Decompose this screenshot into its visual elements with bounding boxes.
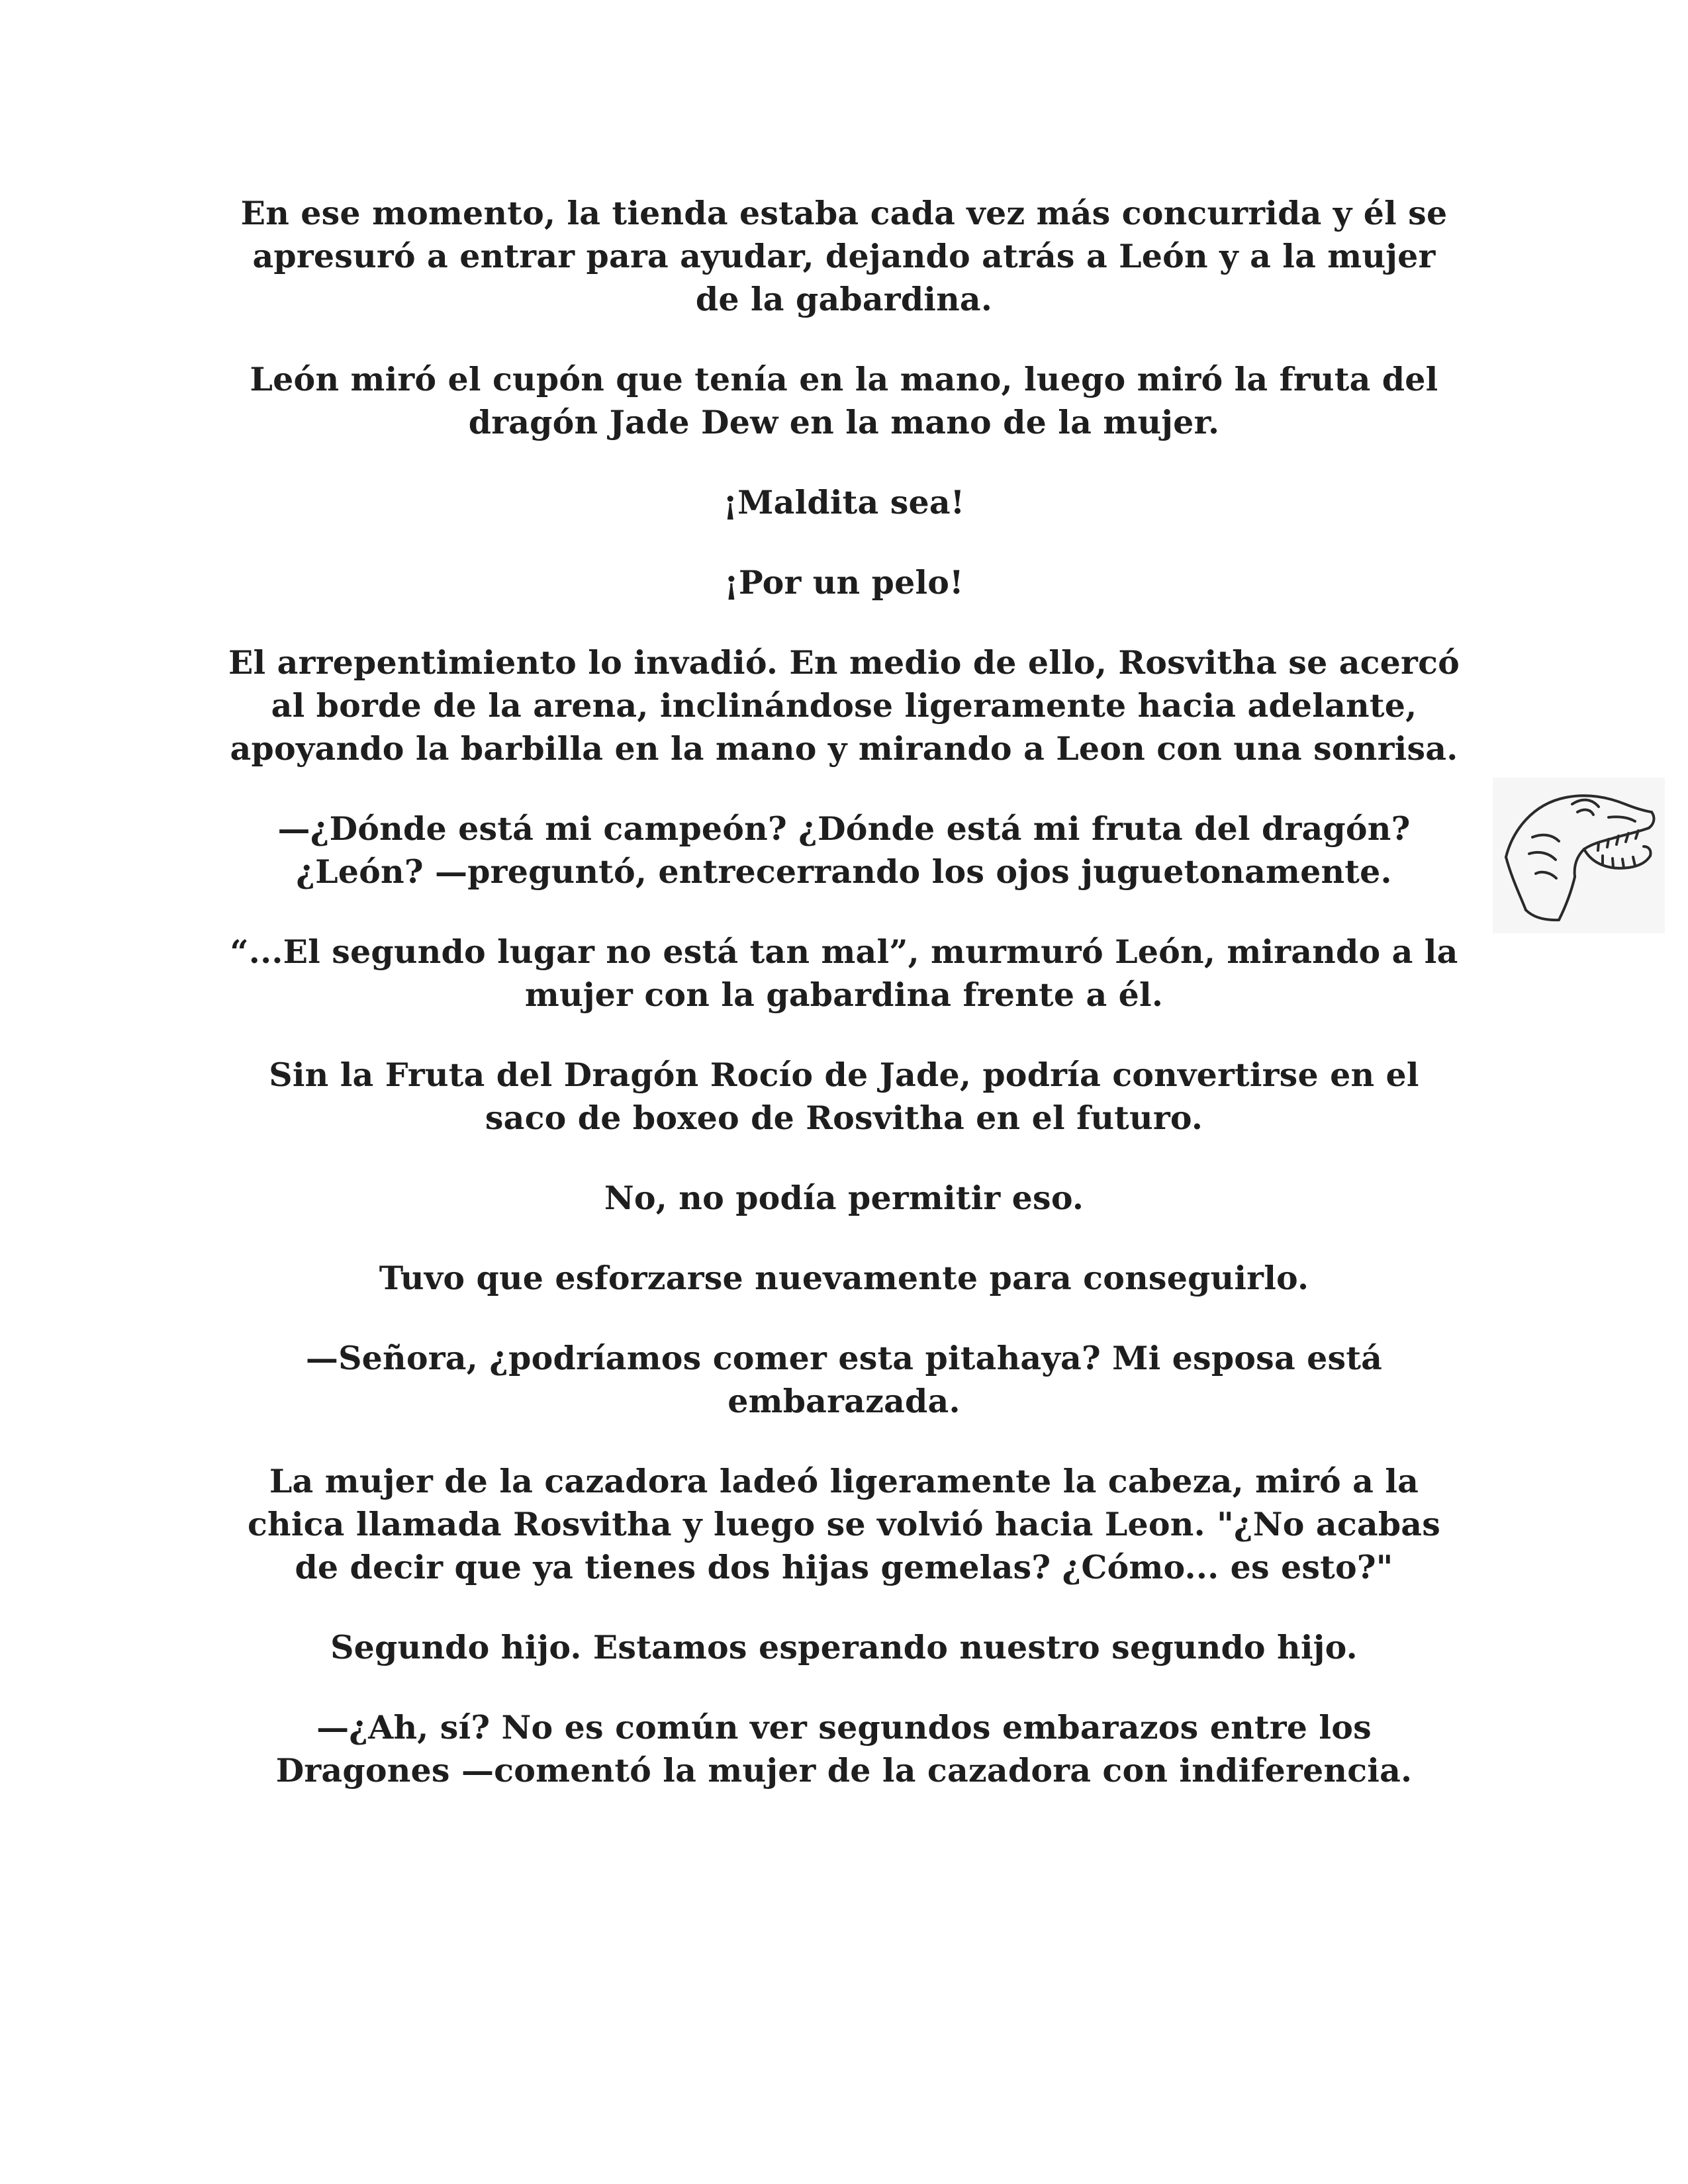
paragraph: ¡Por un pelo! <box>724 563 964 602</box>
paragraph: ¡Maldita sea! <box>723 483 965 522</box>
story-text <box>225 192 1463 1829</box>
paragraph: “...El segundo lugar no está tan mal”, murmuró León, mirando a la mujer con la gabardina frente a él. <box>230 933 1458 1014</box>
paragraph: Sin la Fruta del Dragón Rocío de Jade, podría convertirse en el saco de boxeo de Rosvitha en el futuro. <box>269 1056 1419 1137</box>
paragraph: Tuvo que esforzarse nuevamente para conseguirlo. <box>379 1259 1309 1297</box>
paragraph: La mujer de la cazadora ladeó ligeramente la cabeza, miró a la chica llamada Rosvitha y luego se volvió hacia Leon. "¿No acabas de decir que ya tienes dos hijas gemelas? ¿Cómo... es esto?" <box>247 1462 1441 1586</box>
paragraph: León miró el cupón que tenía en la mano, luego miró la fruta del dragón Jade Dew en la mano de la mujer. <box>250 360 1438 441</box>
paragraph: —Señora, ¿podríamos comer esta pitahaya? Mi esposa está embarazada. <box>305 1339 1383 1420</box>
paragraph: En ese momento, la tienda estaba cada vez más concurrida y él se apresuró a entrar para ayudar, dejando atrás a León y a la mujer de la gabardina. <box>240 194 1448 318</box>
paragraph: —¿Dónde está mi campeón? ¿Dónde está mi fruta del dragón? ¿León? —preguntó, entrecerrando los ojos juguetonamente. <box>277 809 1411 891</box>
dinosaur-head-icon <box>1493 778 1665 933</box>
paragraph: No, no podía permitir eso. <box>604 1179 1084 1217</box>
paragraph: —¿Ah, sí? No es común ver segundos embarazos entre los Dragones —comentó la mujer de la cazadora con indiferencia. <box>275 1708 1413 1790</box>
paragraph: Segundo hijo. Estamos esperando nuestro segundo hijo. <box>330 1628 1358 1666</box>
paragraph: El arrepentimiento lo invadió. En medio de ello, Rosvitha se acercó al borde de la arena, inclinándose ligeramente hacia adelante, apoyando la barbilla en la mano y mirando a Leon con una sonrisa. <box>228 643 1460 768</box>
